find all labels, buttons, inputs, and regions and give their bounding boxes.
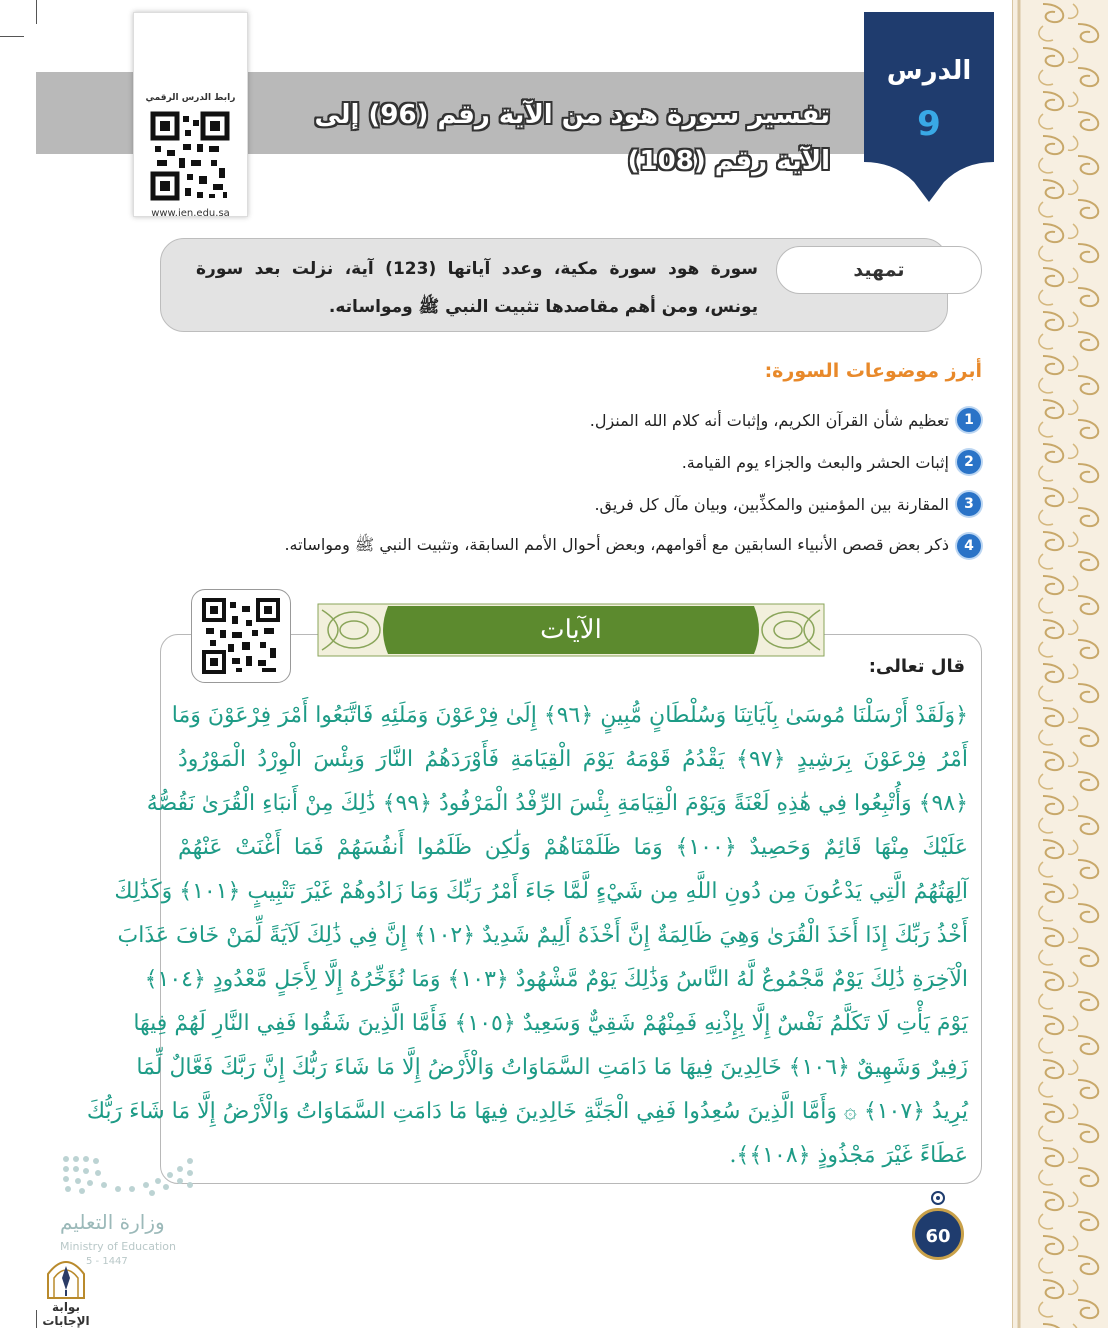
verse-line: آلِهَتُهُمُ الَّتِي يَدْعُونَ مِن دُونِ اللَّهِ مِن شَيْءٍ لَّمَّا جَاءَ أَمْرُ رَبِّكَ وَمَا زَادُوهُمْ غَيْرَ تَتْبِيبٍ ﴿١٠١﴾ وَكَذَٰلِكَ <box>114 879 968 904</box>
ministry-name-english: Ministry of Education <box>60 1240 177 1253</box>
topic-number-badge: 1 <box>957 408 981 432</box>
gateway-label: بوابة الإجابات <box>42 1300 90 1328</box>
verse-line: عَلَيْكَ مِنْهَا قَائِمٌ وَحَصِيدٌ ﴿١٠٠﴾ وَمَا ظَلَمْنَاهُمْ وَلَٰكِن ظَلَمُوا أَنفُسَهُمْ فَمَا أَغْنَتْ عَنْهُمْ <box>178 835 968 860</box>
verses-qr-card[interactable] <box>191 589 291 683</box>
verse-line: ﴿وَلَقَدْ أَرْسَلْنَا مُوسَىٰ بِآيَاتِنَا وَسُلْطَانٍ مُّبِينٍ ﴿٩٦﴾ إِلَىٰ فِرْعَوْنَ وَمَلَئِهِ فَاتَّبَعُوا أَمْرَ فِرْعَوْنَ وَمَا <box>171 703 968 728</box>
ministry-name-arabic: وزارة التعليم <box>60 1210 165 1234</box>
topic-item <box>284 530 981 562</box>
lesson-title: تفسير سورة هود من الآية رقم (96) إلى الآية رقم (108) <box>314 100 830 176</box>
ornament-border <box>1012 0 1108 1328</box>
ministry-year: 5 - 1447 <box>86 1256 128 1267</box>
topics-heading: أبرز موضوعات السورة: <box>764 360 982 382</box>
verses-banner-title: الآيات <box>540 615 602 645</box>
topic-item <box>682 446 981 478</box>
topic-item <box>594 488 981 520</box>
ministry-logo-icon <box>62 1155 202 1205</box>
lesson-number: 9 <box>917 104 941 144</box>
verse-line: يَوْمَ يَأْتِ لَا تَكَلَّمُ نَفْسٌ إِلَّا بِإِذْنِهِ فَمِنْهُمْ شَقِيٌّ وَسَعِيدٌ ﴿١٠٥﴾ فَأَمَّا الَّذِينَ شَقُوا فَفِي النَّارِ لَهُمْ فِيهَا <box>133 1011 968 1036</box>
digital-lesson-qr-card[interactable] <box>133 12 248 217</box>
topic-text: إثبات الحشر والبعث والجزاء يوم القيامة. <box>681 452 949 472</box>
verse-line: يُرِيدُ ﴿١٠٧﴾ ۞ وَأَمَّا الَّذِينَ سُعِدُوا فَفِي الْجَنَّةِ خَالِدِينَ فِيهَا مَا دَامَتِ السَّمَاوَاتُ وَالْأَرْضُ إِلَّا مَا شَاءَ رَبُّكَ <box>86 1099 968 1124</box>
topic-number-badge: 2 <box>957 450 981 474</box>
verse-line: أَخْذُ رَبِّكَ إِذَا أَخَذَ الْقُرَىٰ وَهِيَ ظَالِمَةٌ إِنَّ أَخْذَهُ أَلِيمٌ شَدِيدٌ ﴿١٠٢﴾ إِنَّ فِي ذَٰلِكَ لَآيَةً لِّمَنْ خَافَ عَذَابَ <box>117 923 968 948</box>
gateway-logo-icon <box>44 1256 88 1304</box>
topic-text: تعظيم شأن القرآن الكريم، وإثبات أنه كلام الله المنزل. <box>589 410 949 430</box>
topic-number-badge: 3 <box>957 492 981 516</box>
verse-line: أَمْرُ فِرْعَوْنَ بِرَشِيدٍ ﴿٩٧﴾ يَقْدُمُ قَوْمَهُ يَوْمَ الْقِيَامَةِ فَأَوْرَدَهُمُ النَّارَ وَبِئْسَ الْوِرْدُ الْمَوْرُودُ <box>178 747 968 772</box>
verse-line: زَفِيرٌ وَشَهِيقٌ ﴿١٠٦﴾ خَالِدِينَ فِيهَا مَا دَامَتِ السَّمَاوَاتُ وَالْأَرْضُ إِلَّا مَا شَاءَ رَبُّكَ إِنَّ رَبَّكَ فَعَّالٌ لِّمَا <box>136 1055 968 1080</box>
intro-text: سورة هود سورة مكية، وعدد آياتها (123) آية، نزلت بعد سورة يونس، ومن أهم مقاصدها تثبيت النبي ﷺ ومواساته. <box>196 259 758 317</box>
verse-line: الْآخِرَةِ ذَٰلِكَ يَوْمٌ مَّجْمُوعٌ لَّهُ النَّاسُ وَذَٰلِكَ يَوْمٌ مَّشْهُودٌ ﴿١٠٣﴾ وَمَا نُؤَخِّرُهُ إِلَّا لِأَجَلٍ مَّعْدُودٍ ﴿١٠٤﴾ <box>144 967 968 992</box>
lesson-word: الدرس <box>886 56 972 86</box>
page-number: 60 <box>912 1208 964 1260</box>
verses-intro: قال تعالى: <box>868 656 965 677</box>
topic-item <box>590 404 981 436</box>
topic-number-badge: 4 <box>957 534 981 558</box>
verse-line-last: عَطَاءً غَيْرَ مَجْذُوذٍ ﴿١٠٨﴾﴾. <box>729 1143 968 1168</box>
page-number-ornament-icon <box>930 1190 946 1206</box>
qr-code-icon[interactable] <box>202 598 280 674</box>
crop-mark <box>0 36 24 37</box>
qr-card-url[interactable]: www.ien.edu.sa <box>151 208 230 219</box>
verse-line: ﴿٩٨﴾ وَأُتْبِعُوا فِي هَٰذِهِ لَعْنَةً وَيَوْمَ الْقِيَامَةِ بِئْسَ الرِّفْدُ الْمَرْفُودُ ﴿٩٩﴾ ذَٰلِكَ مِنْ أَنبَاءِ الْقُرَىٰ نَقُصُّهُ <box>146 791 968 816</box>
qr-code-icon[interactable] <box>149 110 231 202</box>
topic-text: المقارنة بين المؤمنين والمكذِّبين، وبيان مآل كل فريق. <box>594 494 949 514</box>
topic-text: ذكر بعض قصص الأنبياء السابقين مع أقوامهم، وبعض أحوال الأمم السابقة، وتثبيت النبي ﷺ ومواساته. <box>284 534 949 554</box>
crop-mark <box>36 0 37 24</box>
qr-card-label: رابط الدرس الرقمي <box>145 93 236 103</box>
intro-tag: تمهيد <box>776 246 982 294</box>
